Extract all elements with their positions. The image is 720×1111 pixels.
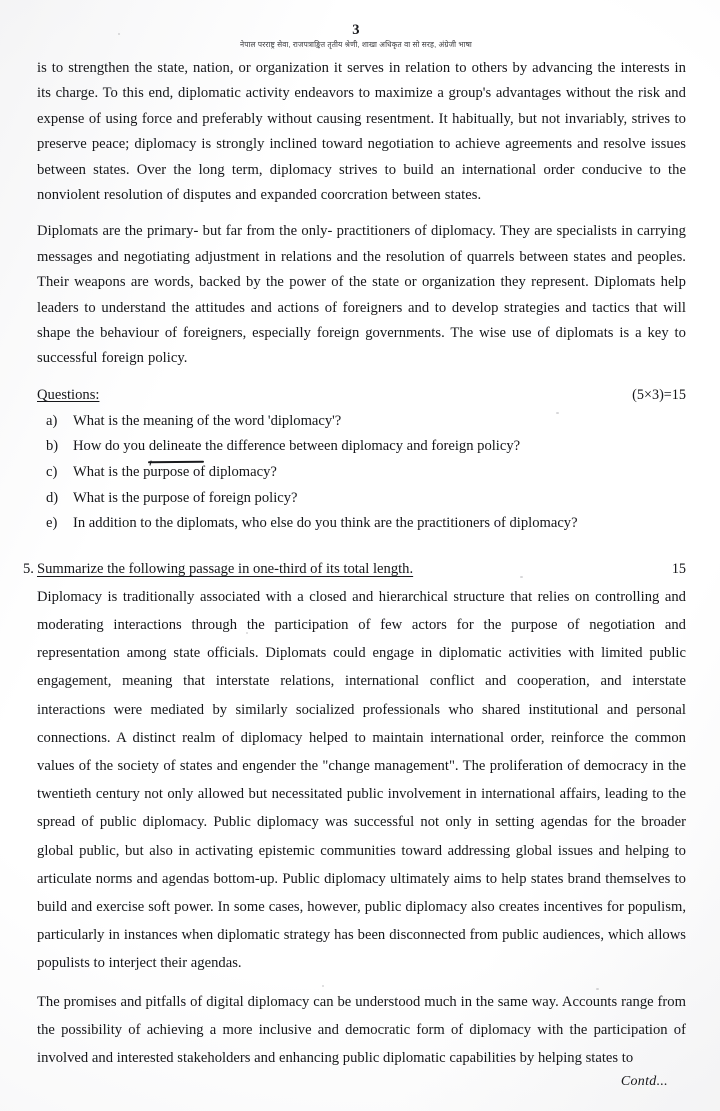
passage-paragraph: Diplomats are the primary- but far from the only- practitioners of diplomacy. They are specialists in carrying messages and negotiating adjustment in relations and the resolution of quarrels between states and peoples. Their weapons are words, backed by the power of the state or organization they represent. Diplomats help leaders to understand the attitudes and actions of foreigners and to develop strategies and tactics that will shape the behaviour of foreigners, especially foreign governments. The wise use of diplomats is a key to successful foreign policy. xyxy=(37,223,686,367)
exam-header-line: नेपाल परराष्ट्र सेवा, राजपत्राङ्कित तृतीय श्रेणी, शाखा अधिकृत वा सो सरह, अंग्रेजी भाषा xyxy=(240,39,472,50)
continued-note: Contd... xyxy=(620,1074,668,1090)
question-5-heading-row xyxy=(37,557,698,582)
passage-one-block xyxy=(37,56,686,372)
questions-section xyxy=(37,383,686,537)
question-5-number: 5. xyxy=(23,560,34,577)
questions-list xyxy=(37,409,686,537)
question-item xyxy=(46,511,686,537)
questions-header-row xyxy=(37,383,686,408)
question-item xyxy=(46,409,686,435)
handwritten-underline-emphasis: delineate xyxy=(149,434,202,460)
question-item xyxy=(46,486,686,512)
question-5-title: Summarize the following passage in one-third of its total length. xyxy=(37,560,414,577)
question-text-before: How do you xyxy=(73,438,149,455)
questions-marks: (5×3)=15 xyxy=(632,386,686,403)
summary-passage-paragraph: Diplomacy is traditionally associated with a closed and hierarchical structure that relies on controlling and moderating interactions through the participation of few actors for the purpose of negotiation and representation among state officials. Diplomats could engage in diplomatic activities with limited public engagement, meaning that interstate relations, international conflict and cooperation, and interstate interactions were mediated by similarly socialized professionals who shared institutional and personal connections. A distinct realm of diplomacy helped to maintain international order, reinforce the common values of the society of states and engender the "change management". The proliferation of democracy in the twentieth century not only allowed but necessitated public involvement in international affairs, leading to the spread of public diplomacy. Public diplomacy was successful not only in setting agendas for the broader global public, but also in activating epistemic communities toward addressing global issues and helping to articulate norms and agendas bottom-up. Public diplomacy ultimately aims to help states brand themselves to build and exercise soft power. In some cases, however, public diplomacy also creates incentives for populism, particularly in instances when diplomatic strategy has been disconnected from public audiences, which allows populists to interject their agendas. xyxy=(37,588,686,972)
questions-label: Questions: xyxy=(37,386,100,403)
question-marker: b) xyxy=(46,438,59,455)
question-text: In addition to the diplomats, who else do you think are the practitioners of diplomacy? xyxy=(73,515,578,532)
question-5-passage xyxy=(37,583,686,1072)
question-text xyxy=(73,434,686,460)
passage-paragraph: is to strengthen the state, nation, or organization it serves in relation to others by advancing the interests in its charge. To this end, diplomatic activity endeavors to maximize a group's advantages without the risk and expense of using force and preferably without causing resentment. It habitually, but not invariably, strives to preserve peace; diplomacy is strongly inclined toward negotiation to achieve agreements and resolve issues between states. Over the long term, diplomacy strives to build an international order conducive to the nonviolent resolution of disputes and expanded coorcration between states. xyxy=(37,60,686,204)
question-item xyxy=(46,434,686,460)
question-marker: d) xyxy=(46,489,59,506)
question-5-heading xyxy=(14,557,698,582)
page-number: 3 xyxy=(352,22,360,38)
question-text: What is the meaning of the word 'diplomacy'? xyxy=(73,412,342,429)
question-5-marks: 15 xyxy=(671,560,686,577)
question-text: What is the purpose of diplomacy? xyxy=(73,464,277,481)
question-marker: e) xyxy=(46,515,58,532)
question-item xyxy=(46,460,686,486)
question-marker: a) xyxy=(46,412,58,429)
question-marker: c) xyxy=(46,464,58,481)
question-text: What is the purpose of foreign policy? xyxy=(73,489,298,506)
question-text-after: the difference between diplomacy and foreign policy? xyxy=(201,438,521,455)
summary-passage-paragraph: The promises and pitfalls of digital diplomacy can be understood much in the same way. Accounts range from the possibility of achieving a more inclusive and democratic form of diplomacy with the participation of involved and interested stakeholders and enhancing public diplomatic capabilities by helping states to xyxy=(37,993,686,1067)
